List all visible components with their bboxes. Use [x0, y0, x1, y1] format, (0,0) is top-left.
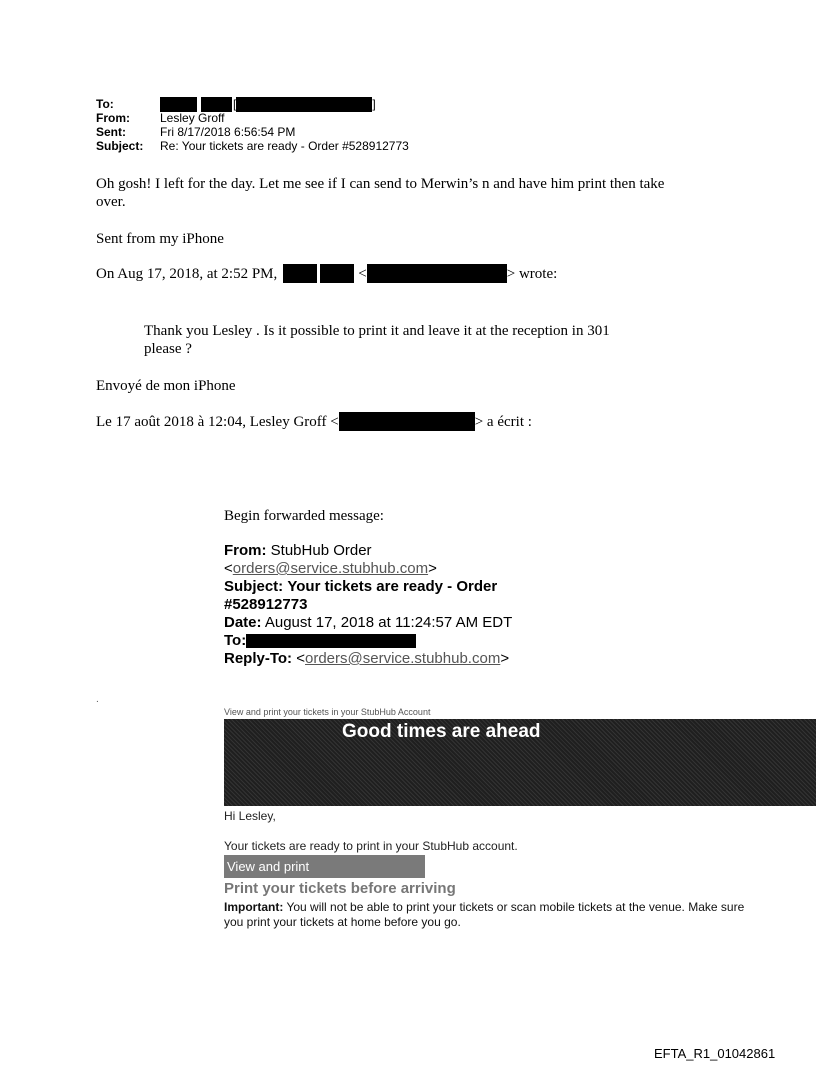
redaction-block: [246, 634, 416, 648]
reply-signature: Sent from my iPhone: [96, 231, 224, 247]
important-label: Important:: [224, 900, 284, 914]
quoted-line: please ?: [144, 341, 192, 357]
to-label: To:: [96, 97, 114, 111]
redaction-block: [339, 412, 475, 431]
subject-value: Re: Your tickets are ready - Order #528912773: [160, 139, 409, 153]
quote-prefix: Le 17 août 2018 à 12:04, Lesley Groff <: [96, 413, 339, 430]
header-subject-row: [96, 139, 409, 153]
print-heading: Print your tickets before arriving: [224, 880, 456, 897]
sent-label: Sent:: [96, 125, 126, 139]
preheader-link[interactable]: View and print your tickets in your StubHub Account: [224, 707, 431, 717]
fwd-subject-row-2: [224, 596, 512, 614]
reply-quote-line: On Aug 17, 2018, at 2:52 PM, < > wrote:: [96, 265, 558, 282]
greeting: Hi Lesley,: [224, 809, 276, 823]
reply-line: Oh gosh! I left for the day. Let me see if I can send to Merwin’s n and have him print then take: [96, 176, 665, 192]
banner-title: Good times are ahead: [342, 721, 541, 742]
fwd-replyto-email-link[interactable]: orders@service.stubhub.com: [305, 650, 501, 667]
quoted-line: Thank you Lesley . Is it possible to print it and leave it at the reception in 301: [144, 323, 610, 339]
forward-intro: Begin forwarded message:: [224, 508, 384, 524]
fwd-replyto-row: Reply-To: <orders@service.stubhub.com>: [224, 650, 510, 667]
fwd-date-value: August 17, 2018 at 11:24:57 AM EDT: [264, 614, 513, 631]
fwd-from-email-link[interactable]: orders@service.stubhub.com: [232, 560, 429, 577]
reply-line: over.: [96, 194, 126, 210]
header-from-row: [96, 111, 409, 125]
email-header: [96, 97, 409, 153]
quote-suffix: > a écrit :: [474, 413, 532, 430]
from-value: Lesley Groff: [160, 111, 225, 125]
redaction-block: [283, 264, 317, 283]
quote-suffix: > wrote:: [506, 265, 558, 282]
subject-label: Subject:: [96, 139, 144, 153]
important-notice: [224, 900, 816, 930]
sent-value: Fri 8/17/2018 6:56:54 PM: [160, 125, 296, 139]
redaction-block: [367, 264, 507, 283]
important-text: You will not be able to print your tickets or scan mobile tickets at the venue. Make sure: [283, 900, 745, 914]
redaction-block: [236, 97, 372, 112]
fwd-from-email-row: <orders@service.stubhub.com>: [224, 560, 437, 577]
from-label: From:: [96, 111, 130, 125]
fwd-replyto-label: Reply-To:: [224, 650, 293, 667]
redaction-block: [320, 264, 354, 283]
forwarded-header: [224, 542, 512, 668]
fwd-date-label: Date:: [224, 614, 262, 631]
quoted-quote-line: [96, 412, 532, 431]
fwd-subject-row: [224, 578, 512, 596]
fwd-from-row: [224, 542, 512, 560]
view-and-print-button[interactable]: View and print: [224, 855, 425, 878]
fwd-subject-value: Your tickets are ready - Order: [287, 578, 498, 595]
header-to-row: To: [ ]: [96, 97, 376, 111]
hero-banner: [224, 719, 816, 806]
fwd-subject-label: Subject:: [224, 578, 284, 595]
redaction-block: [160, 97, 197, 112]
reply-body: [96, 175, 796, 211]
fwd-date-row: [224, 614, 512, 632]
quote-prefix: On Aug 17, 2018, at 2:52 PM,: [96, 265, 278, 282]
quoted-body: [144, 322, 744, 358]
fwd-subject-order: #528912773: [224, 596, 308, 613]
ready-text: Your tickets are ready to print in your StubHub account.: [224, 839, 518, 853]
bates-number: EFTA_R1_01042861: [654, 1046, 776, 1061]
redaction-block: [201, 97, 232, 112]
fwd-to-label: To:: [224, 632, 247, 649]
quoted-signature: Envoyé de mon iPhone: [96, 378, 236, 394]
fwd-from-label: From:: [224, 542, 267, 559]
important-text-2: you print your tickets at home before you go.: [224, 915, 461, 929]
header-sent-row: [96, 125, 409, 139]
fwd-from-value: StubHub Order: [270, 542, 372, 559]
fwd-to-row: [224, 632, 512, 650]
